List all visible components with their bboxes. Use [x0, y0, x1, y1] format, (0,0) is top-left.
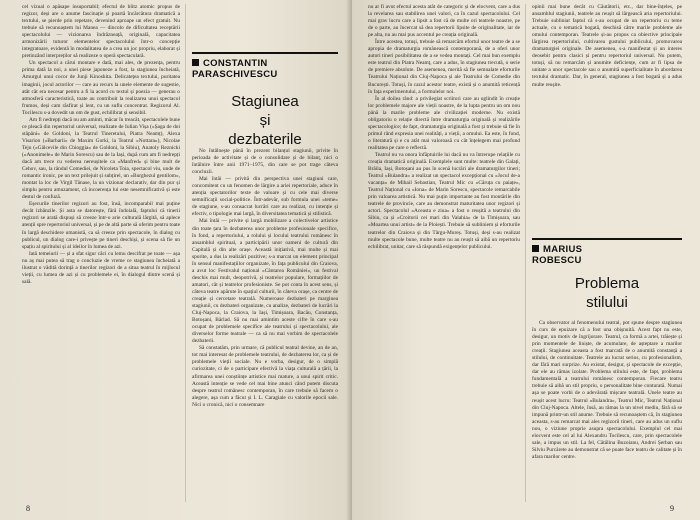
article-author: MARIUS ROBESCU — [532, 244, 583, 266]
right-column-2-bottom — [532, 320, 682, 502]
paragraph: În al doilea rând: a privilegiat scriitori care au oglindit în creație lor problemele majore ale vieții noastre, de la lupta pentru un om nou până la marile probleme ale civilizației moderne. Nu există obligatoriu o relație directă între dramaturgia originală și realizările spectacologice; de fapt, dramaturgia originală a fost și trebuie să fie în primul rând expresia unei realități, a vieții, a omului. Ea este, în fond, o literatură și e cu atât mai valoroasă cu cât înțelegem mai profund realitatea pe care o reflectă. — [368, 95, 520, 151]
paragraph: Un spectacol a cărui montare e datã, mai ales, de prezența, pentru prima dată la noi, a unei piese japoneze a fost, la stagiunea încheiată, Amurgul unui cocor de Junji Kinoshita. Delicatețea textului, puritatea imaginii, jocul actorilor — care au recurs la unele elemente de sugestie, atât cât era necesar pentru a fi la acord cu textul și poezia — generau o atmosferă caracteristică, toate au contribuit la realizarea unui spectacol frumos, deși cam răsfirat și lent, cu un suflu concentrat. Regizorul Al. Tocilescu s-a dovedit un om de gust, echilibrat și sensibil. — [22, 60, 180, 116]
article-title: Stagiunea și dezbaterile — [228, 93, 302, 148]
paragraph: Să constatăm, prin urmare, că publicul teatral devine, an de an, tot mai interesat de problemele teatrului, de dezbaterea lor, ca și de problemele vieții sociale. Nu e vorba, desigur, de o simplă curiozitate, ci de o participare efectivă la viața culturală a țării, la afirmarea unei conștiințe artistice mai mature, a unui spirit critic. Această intenție se vede cel mai bine atunci când putem discuta despre teatrul românesc contemporan, în care trebuie să facem o alegere, așa cum a făcut și I. L. Caragiale cu valorile epocii sale. Nici o cronică, nici o consemnare — [192, 345, 338, 408]
paragraph: Între acestea, totuși, trebuie să remarcăm efortul unor teatre de a se apropia de dramaturgia românească contemporană, de a oferi unor autori tineri posibilitatea de a se vedea montați. Cel mai bun exemplu este teatrul din Piatra Neamț, care a adus, în stagiunea trecută, o serie de premiere absolute. De asemenea, merită să fie semnalate eforturile Teatrului Național din Cluj-Napoca și ale Teatrului de Comedie din București. Totuși, în cazul acestor teatre, există și o anumită reticență în fața experimentului, a formulelor noi. — [368, 39, 520, 95]
paragraph: Iată temeiurii — și a sfat sigur căci cu lemu descifrat pe toate — așa nu aș mai putea să trag o concluzie de vreme ce stagiunea încheiată a ilustrat o vădită dorință a tinerilor regizori de a situa teatrul în mijlocul vieții, cu lumea de azi și cu problemele ei, în dialogul dintre scenă și sală. — [22, 250, 180, 285]
right-column-2-top — [532, 4, 682, 162]
header-rule-top — [192, 52, 338, 54]
left-column-1 — [22, 4, 180, 502]
paragraph: Mai întâi — privită din perspectiva unei stagiuni care, concomitent cu un fenomen de lărgire a ariei repertoriale, aduce în atenția spectatorilor texte de valoare și cu cele mai diverse semnificații social-politice. Într-adevăr, sub formula unei «teme» de stagiune, s-au consacrat lucrări care au realizat, cu intenție și efectiv, o tipologie mai largă, în diversitatea tematică și stilistică. — [192, 176, 338, 218]
right-page — [352, 0, 700, 520]
page-number: 9 — [670, 504, 674, 513]
column-divider — [525, 4, 526, 502]
left-column-2 — [192, 148, 338, 504]
header-rule-top — [532, 238, 682, 240]
right-column-1 — [368, 4, 520, 502]
paragraph: opinii mai bune decât cu Căutătorii, etc., dar bine-înțeles, pe ansamblul stagiunii, teatrele au reușit să lărgească aria repertoriului. Trebuie subliniat faptul că s-au ocupat de un repertoriu cu teme actuale, cu o tematică bogată, deschisă către marile probleme ale omului contemporan. Teatrele și-au propus ca obiective principale lărgirea repertoriului, cultivarea gustului publicului, promovarea dramaturgiei originale. De asemenea, s-a manifestat și un interes deosebit pentru clasici și pentru repertoriul universal. Nu putem, totuși, să nu remarcăm și anumite deficiențe, cum ar fi lipsa de unitate a unor spectacole sau o anumită superficialitate în abordarea textului dramatic. Dar, în general, stagiunea a fost bogată și a adus multe reușite. — [532, 4, 682, 88]
square-bullet-icon — [532, 245, 539, 252]
article-author: CONSTANTIN PARASCHIVESCU — [192, 58, 278, 80]
article-title: Problema stilului — [574, 275, 640, 311]
square-bullet-icon — [192, 59, 199, 66]
paragraph: cel vizual o apăsape insuportabil; efectul de blitz atomic propus de regizor, deși are o anume fascinație și poartă încărcătura dramatică a textului, se pierde prin repetare, devenind aproape un efect gratuit. Nu trebuie să recunoaștem lui Manea — dincolo de dificultatea receptării spectacolului — vizionarea îndrăzneață, originală, capacitatea armonizării tuturor elementelor spectacolului într-o concepție integratoare, evidentă în modalitatea de a crea un joc propriu, elaborat și pretinzând interpreților să realizeze o operă spectaculară. — [22, 4, 180, 60]
column-divider — [185, 4, 186, 502]
paragraph: Mai întâi — privite și largă mobilizare a colectivelor artistice din toate țara în dezbaterea unor probleme profesionale specifice, în fond, a repertoriului, a rolului și locului teatrului românesc în ansamblul spiritual, a participării unor oameni de cultură din Capitală și din alte orașe. Această inițiativă, mai multe și mai sporite, a dus la realizări pozitive; s-a marcat un element principal în sensul manifestațiilor organizate, în fața publicului din Craiova, a avut loc Festivalul național «Cântarea României», un festival deschis mai mult, deopotrivă, și teatrelor populare, formațiilor de amatori, cât și teatrelor profesioniste. Se pot conta în acest sens, și câteva teatre apărute în spațiul culturii, în câteva orașe, ca centre de creație și cercetare teatrală. Numeroase dezbateri pe marginea stagiunii, cu dezbateri organizate, cu analize, dezbateri de lucrări la Cluj-Napoca, la Craiova, la Iași, Timișoara, Bacău, Constanța, Botoșani, Bârlad. Să nu mai amintim aceste cifre în care s-au ocupat de problemele specifice ale teatrului și spectacolului, ale diverselor forme teatrale — ca să nu mai vorbim de spectacolele dezbaterii. — [192, 218, 338, 345]
paragraph: nu ar fi avut efectul acesta atât de categoric și de elocvent, care a dus la revelarea sau stabilirea unei valori, ca în cazul spectacolului. Cel mai grav lucru care a lipsit a fost că de multe ori teatrele noastre, pe de o parte, au încercat să dea repertorii lipsite de originalitate, iar de pe alta, nu au mai pus accentul pe creația originală. — [368, 4, 520, 39]
paragraph: Teatrul nu va onora înfăptuirile lui dacă nu va întrerupe relațiile cu creația dramatică originală. Exemplele sunt multe: teatrele din Galați, Brăila, Iași, Botoșani au pus în scenă lucrări ale dramaturgilor tineri; Teatrul «Bulandra» a realizat un spectacol excepțional cu «Jocul de-a vacanța» de Mihail Sebastian, Teatrul Mic cu «Căruța cu paiațe», Teatrul Național cu «Iona» de Marin Sorescu, spectacole remarcabile prin valoarea artistică. Nu mai puțin importante au fost montările din teatrele de provincie, care au demonstrat maturitatea unor regizori și actori. Spectacolul «Aceasta e ziua» a fost o reușită a teatrului din Sibiu, ca și «Croitorii cei mari din Valahia» de la Timișoara, sau «Moartea unui artist» de la Ploiești. Trebuie să subliniem și eforturile teatrelor din Craiova și din Târgu-Mureș. Totuși, deși s-au realizat multe spectacole bune, multe teatre nu au reușit să aibă un repertoriu echilibrat, unitar, care să răspundă exigențelor publicului. — [368, 151, 520, 250]
paragraph: Ca observator al fenomenului teatral, pot spune despre stagiunea în curs de epuizare că a fost una obișnuită. Acest fapt nu este, desigur, un motiv de îngrijorare. Teatrul, ca formă a artei, trăiește și prin momentele de liniște, de acumulare, de așteptare a marilor creații. Stagiunea aceasta a fost marcată de o anumită constanță a stilului, de continuitate. Teatrele au lucrat serios, cu profesionalism, dar fără mari surprize. Au existat, desigur, și spectacole de excepție, dar ele au rămas izolate. Problema stilului este, de fapt, problema fundamentală a teatrului românesc contemporan. Fiecare teatru trebuie să aibă un stil propriu, o personalitate bine conturată. Numai așa se poate vorbi de o adevărată mișcare teatrală. Unele teatre au reușit acest lucru: Teatrul «Bulandra», Teatrul Mic, Teatrul Național din Cluj-Napoca. Altele, însă, au rămas la un nivel mediu, fără să se impună printr-un stil anume. Trebuie să recunoaștem că, în stagiunea aceasta, s-au remarcat mai ales regizorii tineri, care au adus un suflu nou, o viziune proprie asupra spectacolului. Exemplul cel mai elocvent este cel al lui Alexandru Tocilescu, care, prin spectacolele sale, a impus un stil. La fel, Cătălina Buzoianu, Andrei Șerban sau Silviu Purcărete au demonstrat că se poate face teatru de calitate și în afara marilor centre. — [532, 320, 682, 460]
paragraph: Eșecurile tinerilor regizori au fost, însă, incomparabil mai puține decât izbânzile. Și asta se datorește, fără îndoială, faptului că tinerii regizori se arată dispuși să creeze într-o arie culturală lărgită, să aplece atenții spre repertoriul universal, și pe de altă parte să oferim pentru toate în largă deschidere umanistă, ca să creeze prin spectacole, în dialog cu publicul, un dialog care-i privește pe tineri deschiși, și scena să fie un spațiu al spiritului și al ideilor în lumea de azi. — [22, 201, 180, 250]
paragraph: Am fi nedrepți dacă nu am aminti, măcar în treacăt, spectacolele bune ce pleacă din repertoriul universal, realizate de Iulian Vișa («Șaga de doi stăpâni» de Goldoni, la Teatrul Tineretului, Piatra Neamț), Alexa Visarion («Barbarii» de Maxim Gorki, la Teatrul «Nottara»), Nicolae Teju («Gâlcevile din Chioggia» de Goldoni, la Sibiu), Anatoly Reznicki («Anonimele» de Marin Sorescu) sau de la Iași, după cum am fi nedrepți dacă am trece cu vederea nereușitele ca «Manfred» și bine mult de Cehov, sau, la rândul Comediei, de Nicoleta Toia, spectacol viu, unde de romantic ironic, pe un text prilejuit și subțirel, un «Burghezul gentilom», montat la loc de Virgil Tănase, la un vizionar declarativ, dar din pur și simplu pentru amuzament, că incoerența lui este nesemnificativă și este destul de confuză. — [22, 116, 180, 201]
paragraph: No întâlnește până în prezent bilanțul stagiunii, privite în perioada de activitate și de o consolidare și de bilanț, nici o întâlnire între anii 1971–1975, din care se pot trage câteva concluzii. — [192, 148, 338, 176]
page-number: 8 — [26, 504, 30, 513]
